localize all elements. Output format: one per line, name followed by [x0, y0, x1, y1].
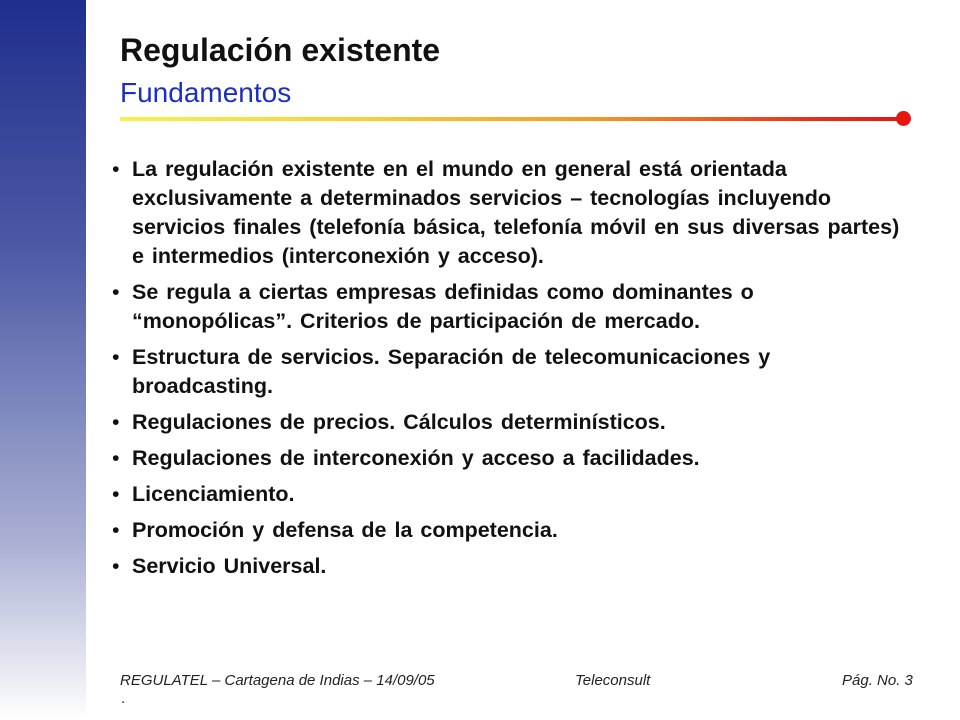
- bullet-item: [112, 552, 902, 581]
- side-gradient-band: [0, 0, 86, 720]
- bullet-marker: •: [112, 280, 120, 304]
- footer-page-number: Pág. No. 3: [842, 672, 913, 689]
- bullet-marker: •: [112, 345, 120, 369]
- bullet-text: Licenciamiento.: [132, 482, 295, 506]
- bullet-marker: •: [112, 157, 120, 181]
- slide-subtitle: Fundamentos: [120, 77, 292, 108]
- bullet-marker: •: [112, 446, 120, 470]
- footer-company: Teleconsult: [575, 672, 651, 689]
- bullet-item: [112, 480, 902, 509]
- bullet-item: [112, 408, 902, 437]
- bullet-item: [112, 516, 902, 545]
- bullet-marker: •: [112, 518, 120, 542]
- slide-title: Regulación existente: [120, 32, 441, 68]
- bullet-text: Regulaciones de precios. Cálculos determinísticos.: [132, 410, 666, 434]
- footer-mark: .: [121, 690, 126, 707]
- bullet-text: La regulación existente en el mundo en general está orientada exclusivamente a determinados servicios – tecnologías incluyendo servicios finales (telefonía básica, telefonía móvil en sus diversas partes) e intermedios (interconexión y acceso).: [132, 157, 900, 268]
- bullet-text: Estructura de servicios. Separación de telecomunicaciones y broadcasting.: [132, 345, 771, 398]
- bullet-text: Regulaciones de interconexión y acceso a facilidades.: [132, 446, 700, 470]
- bullet-text: Promoción y defensa de la competencia.: [132, 518, 558, 542]
- underline-end-dot: [896, 111, 911, 126]
- bullet-list: [112, 155, 902, 588]
- title-underline: [120, 117, 904, 121]
- bullet-marker: •: [112, 482, 120, 506]
- bullet-item: [112, 343, 902, 401]
- bullet-item: [112, 444, 902, 473]
- bullet-item: [112, 278, 902, 336]
- bullet-marker: •: [112, 410, 120, 434]
- bullet-text: Se regula a ciertas empresas definidas como dominantes o “monopólicas”. Criterios de participación de mercado.: [132, 280, 754, 333]
- bullet-marker: •: [112, 554, 120, 578]
- footer-event-info: REGULATEL – Cartagena de Indias – 14/09/05: [120, 672, 435, 689]
- bullet-item: [112, 155, 902, 271]
- bullet-text: Servicio Universal.: [132, 554, 327, 578]
